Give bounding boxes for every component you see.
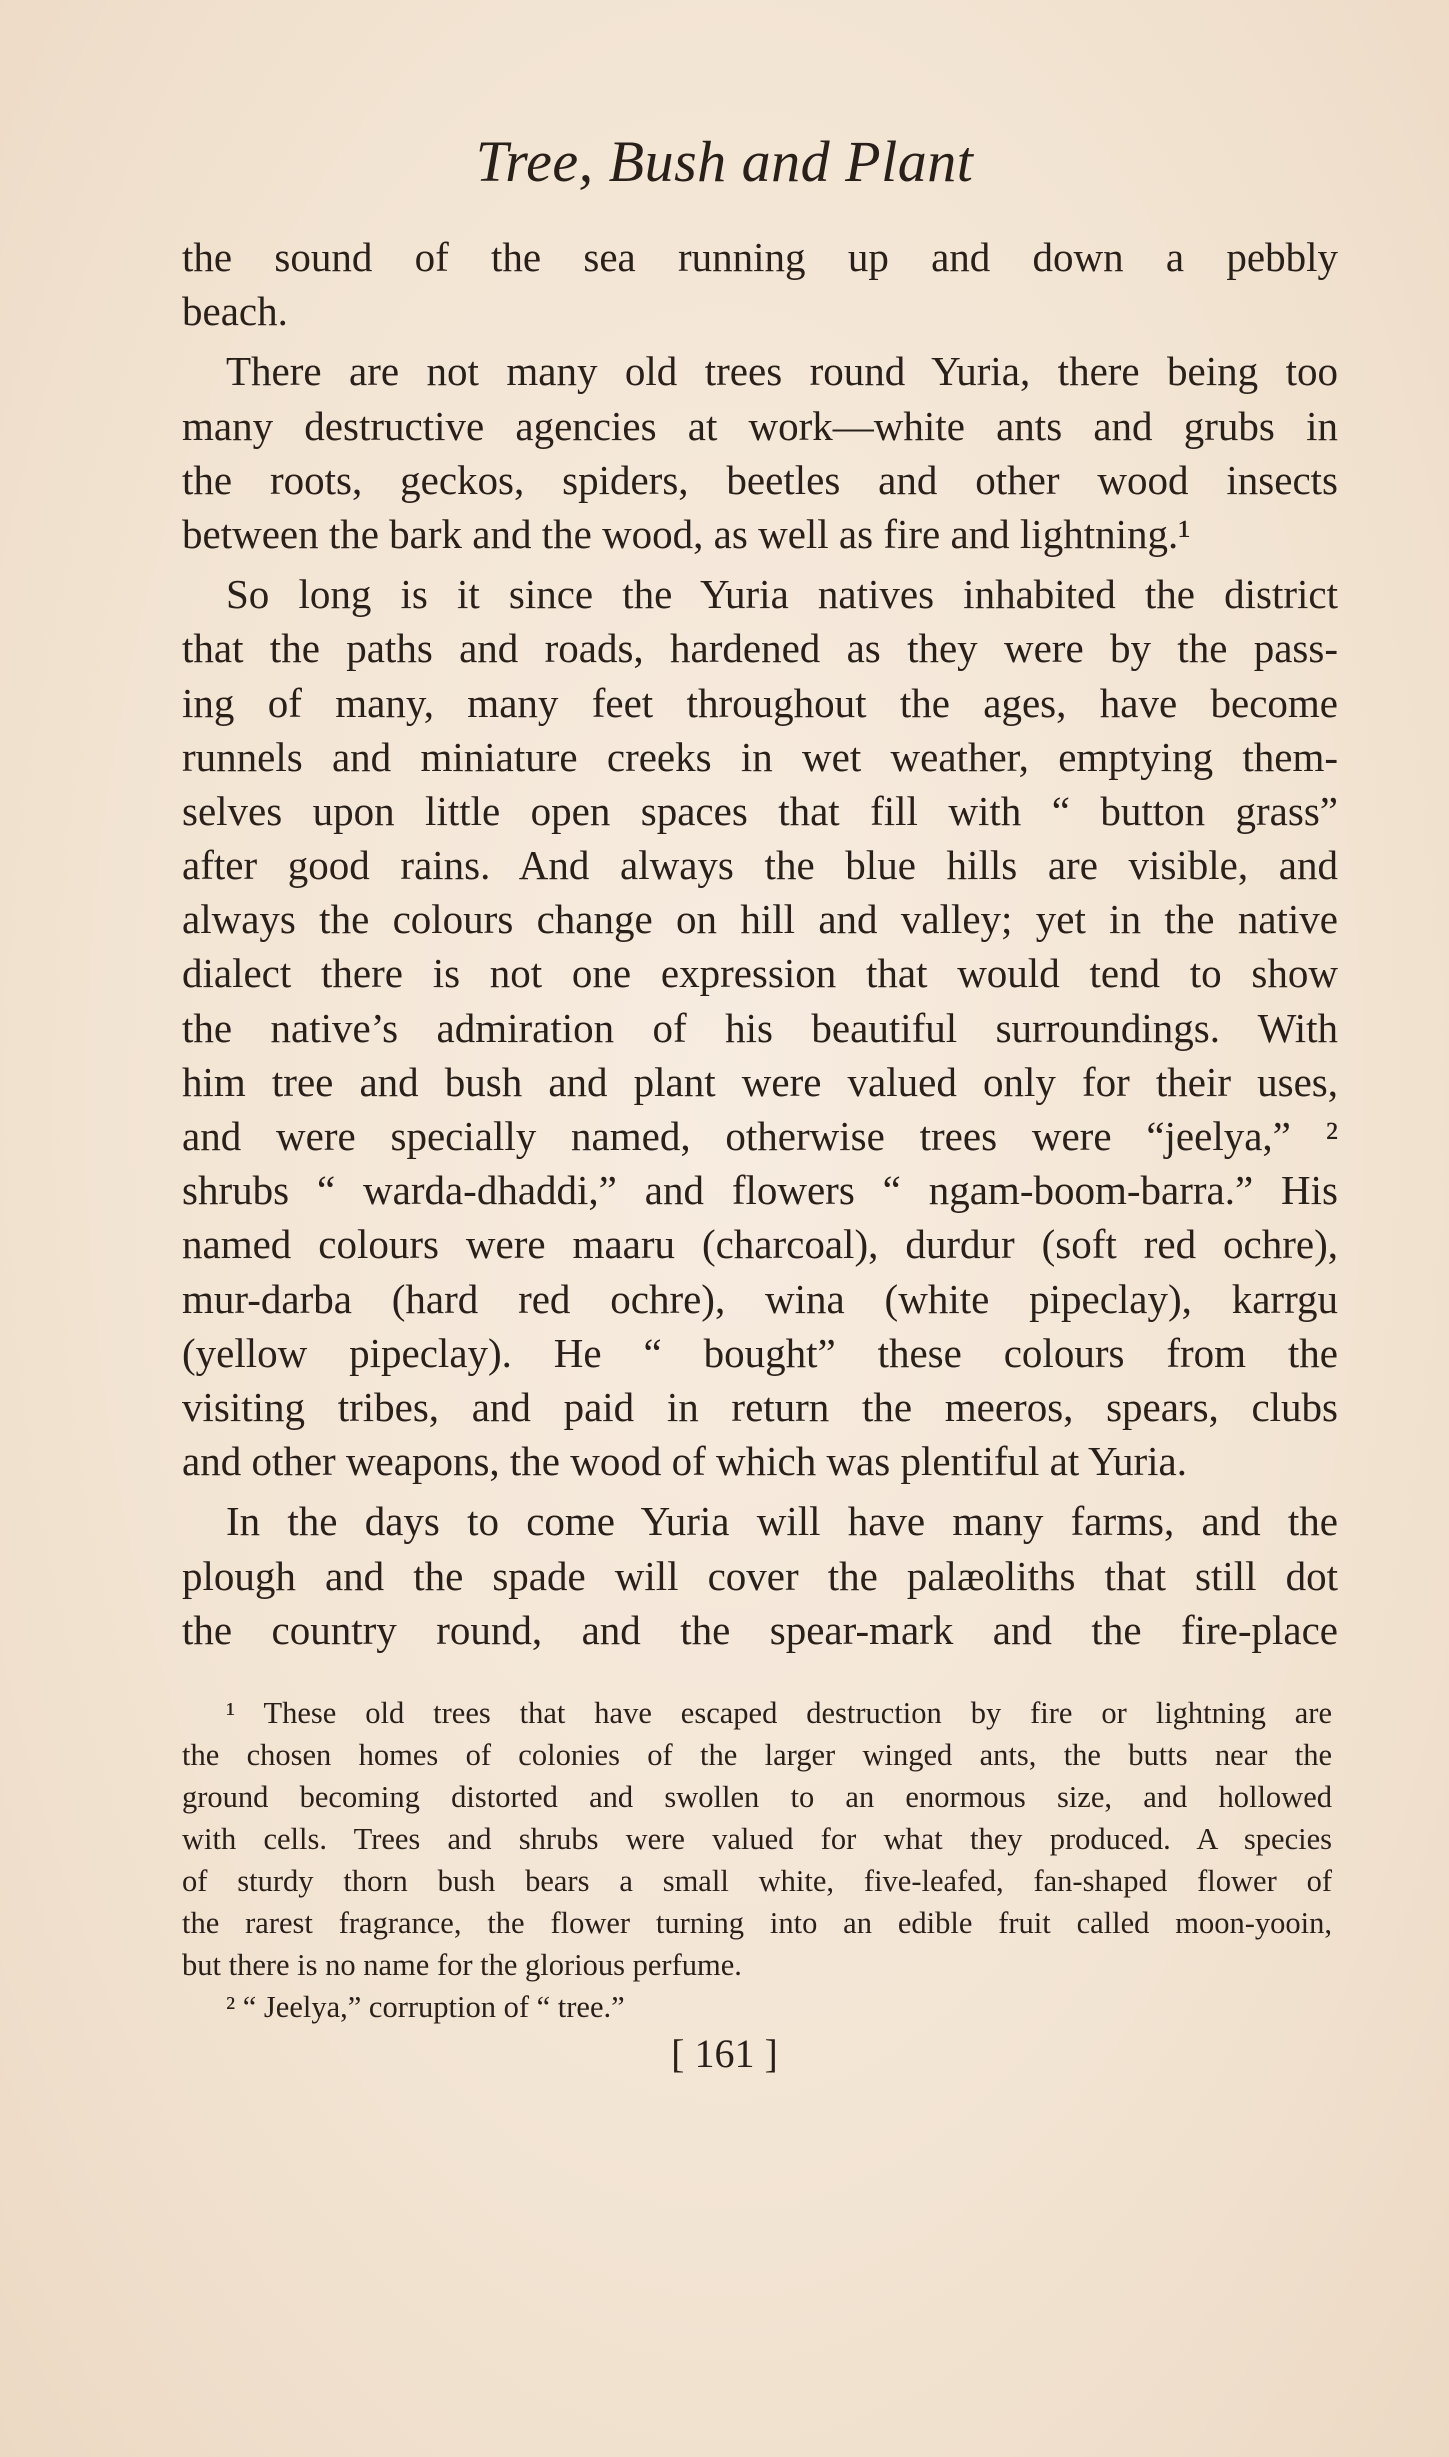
text-line: visiting tribes, and paid in return the meeros, spears, clubs — [182, 1383, 1338, 1430]
text-line: that the paths and roads, hardened as they were by the pass- — [182, 625, 1338, 672]
paragraph-3 — [182, 567, 1338, 1488]
footnote-1 — [182, 1692, 1332, 1986]
text-line: after good rains. And always the blue hills are visible, and — [182, 842, 1338, 889]
text-line: named colours were maaru (charcoal), durdur (soft red ochre), — [182, 1221, 1338, 1268]
running-head: Tree, Bush and Plant — [475, 129, 974, 194]
text-line: the native’s admiration of his beautiful surroundings. With — [182, 1004, 1338, 1051]
text-line: runnels and miniature creeks in wet weather, emptying them- — [182, 733, 1338, 780]
text-line: In the days to come Yuria will have many farms, and the — [226, 1498, 1338, 1545]
footnote-line: ground becoming distorted and swollen to an enormous size, and hollowed — [182, 1780, 1332, 1814]
text-line: and other weapons, the wood of which was plentiful at Yuria. — [182, 1438, 1188, 1485]
footnote-line: of sturdy thorn bush bears a small white, five-leafed, fan-shaped flower of — [182, 1864, 1332, 1898]
text-line: dialect there is not one expression that would tend to show — [182, 950, 1338, 997]
text-line: shrubs “ warda-dhaddi,” and flowers “ ngam-boom-barra.” His — [182, 1167, 1338, 1214]
footnote-line: ² “ Jeelya,” corruption of “ tree.” — [226, 1990, 625, 2024]
footnote-line: but there is no name for the glorious perfume. — [182, 1948, 742, 1982]
text-line: between the bark and the wood, as well as fire and lightning.¹ — [182, 510, 1191, 557]
text-line: mur-darba (hard red ochre), wina (white pipeclay), karrgu — [182, 1275, 1338, 1322]
text-line: the roots, geckos, spiders, beetles and other wood insects — [182, 456, 1338, 503]
paragraph-1 — [182, 230, 1338, 338]
text-line: ing of many, many feet throughout the ages, have become — [182, 679, 1338, 726]
text-line: There are not many old trees round Yuria, there being too — [226, 348, 1338, 395]
footnote-2 — [182, 1986, 1332, 2028]
text-line: many destructive agencies at work—white ants and grubs in — [182, 402, 1338, 449]
footnote-line: ¹ These old trees that have escaped destruction by fire or lightning are — [226, 1696, 1332, 1730]
footnote-line: the rarest fragrance, the flower turning into an edible fruit called moon-yooin, — [182, 1906, 1332, 1940]
text-line: (yellow pipeclay). He “ bought” these colours from the — [182, 1329, 1338, 1376]
footnote-line: with cells. Trees and shrubs were valued for what they produced. A species — [182, 1822, 1332, 1856]
paragraph-4 — [182, 1494, 1338, 1657]
text-line: beach. — [182, 288, 288, 335]
text-line: the country round, and the spear-mark and the fire-place — [182, 1606, 1338, 1653]
body-text — [182, 230, 1338, 1663]
text-line: selves upon little open spaces that fill with “ button grass” — [182, 787, 1338, 834]
footnote-line: the chosen homes of colonies of the larger winged ants, the butts near the — [182, 1738, 1332, 1772]
text-line: him tree and bush and plant were valued only for their uses, — [182, 1058, 1338, 1105]
footnotes — [182, 1692, 1332, 2028]
text-line: and were specially named, otherwise trees were “jeelya,” ² — [182, 1113, 1338, 1159]
text-line: plough and the spade will cover the palæoliths that still dot — [182, 1552, 1338, 1599]
text-line: always the colours change on hill and valley; yet in the native — [182, 896, 1338, 943]
page-number: [ 161 ] — [671, 2031, 778, 2076]
text-line: the sound of the sea running up and down a pebbly — [182, 234, 1338, 280]
text-line: So long is it since the Yuria natives inhabited the district — [226, 571, 1338, 618]
paragraph-2 — [182, 344, 1338, 561]
